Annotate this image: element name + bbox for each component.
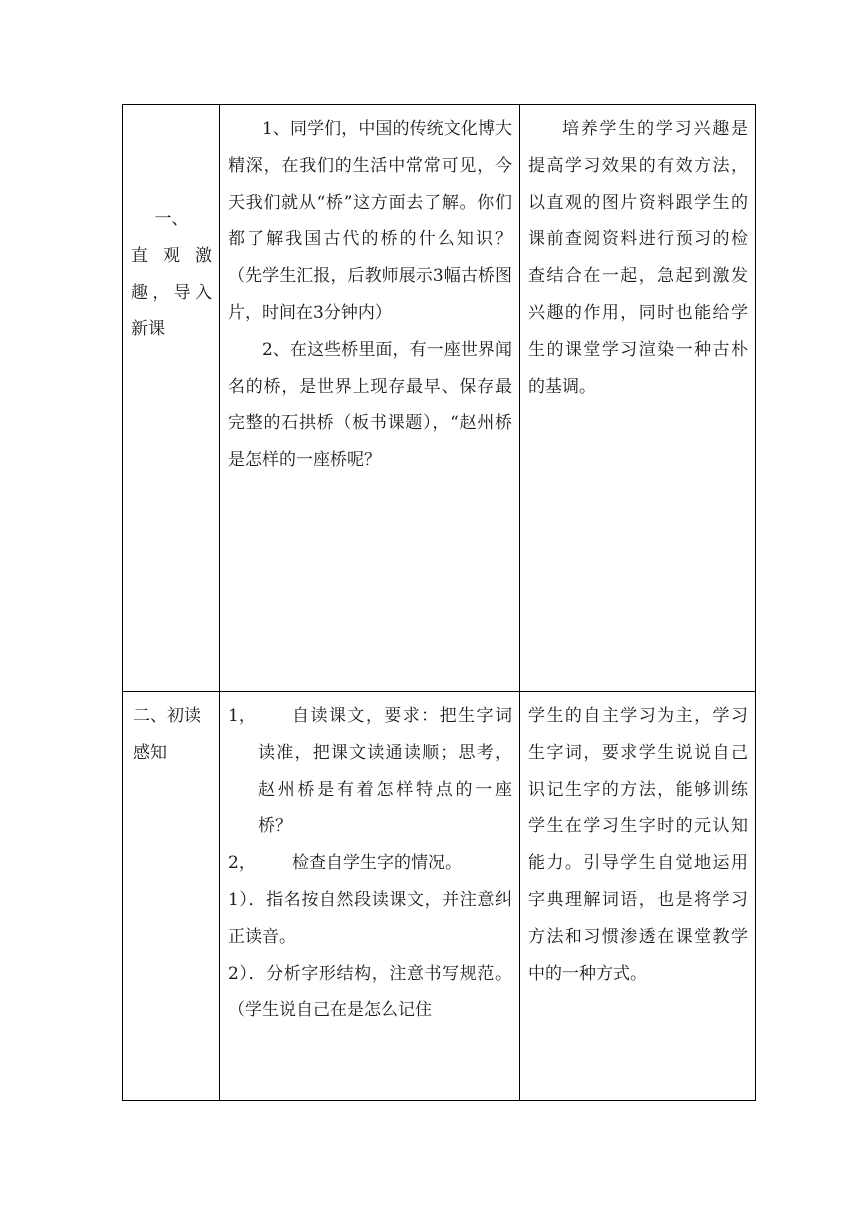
stage-cell xyxy=(123,692,220,1101)
item-marker: 1， xyxy=(228,706,256,726)
stage-title-line: 趣，导入 xyxy=(131,282,212,303)
lesson-plan-table xyxy=(122,104,756,1101)
activity-paragraph: 1、同学们，中国的传统文化博大精深，在我们的生活中常常可见，今天我们就从“桥”这方面去了解。你们都了解我国古代的桥的什么知识？（先学生汇报，后教师展示3幅古桥图片，时间在3分钟内） xyxy=(228,119,512,323)
sub-item: 2）．分析字形结构，注意书写规范。（学生说自己在是怎么记住 xyxy=(228,963,512,1021)
purpose-paragraph: 培养学生的学习兴趣是提高学习效果的有效方法，以直观的图片资料跟学生的课前查阅资料进行预习的检查结合在一起，急起到激发兴趣的作用，同时也能给学生的课堂学习渲染一种古朴的基调。 xyxy=(528,119,748,397)
stage-title-line: 二、初读 xyxy=(133,706,201,726)
activity-paragraph: 2、在这些桥里面，有一座世界闻名的桥，是世界上现存最早、保存最完整的石拱桥（板书课题），“赵州桥是怎样的一座桥呢？ xyxy=(228,339,512,471)
stage-cell xyxy=(123,105,220,692)
purpose-cell xyxy=(520,692,756,1101)
activity-item xyxy=(228,698,512,845)
purpose-paragraph: 学生的自主学习为主，学习生字词，要求学生说说自己识记生字的方法，能够训练学生在学习生字时的元认知能力。引导学生自觉地运用字典理解词语，也是将学习方法和习惯渗透在课堂教学中的一种方式。 xyxy=(528,706,748,984)
stage-title-line: 直 观 激 xyxy=(131,245,212,266)
stage-title-line: 新课 xyxy=(131,319,165,340)
table-row xyxy=(123,105,756,692)
stage-number: 一、 xyxy=(154,209,189,229)
item-text: 自读课文，要求：把生字词读准，把课文读通读顺；思考，赵州桥是有着怎样特点的一座桥？ xyxy=(258,706,512,837)
activity-cell xyxy=(220,692,520,1101)
stage-title-line: 感知 xyxy=(133,742,167,763)
item-text: 检查自学生字的情况。 xyxy=(292,853,462,874)
activity-cell xyxy=(220,105,520,692)
sub-item: 1）．指名按自然段读课文，并注意纠正读音。 xyxy=(228,889,512,947)
activity-item xyxy=(228,845,512,882)
purpose-cell xyxy=(520,105,756,692)
table-row xyxy=(123,692,756,1101)
item-marker: 2， xyxy=(228,853,256,874)
